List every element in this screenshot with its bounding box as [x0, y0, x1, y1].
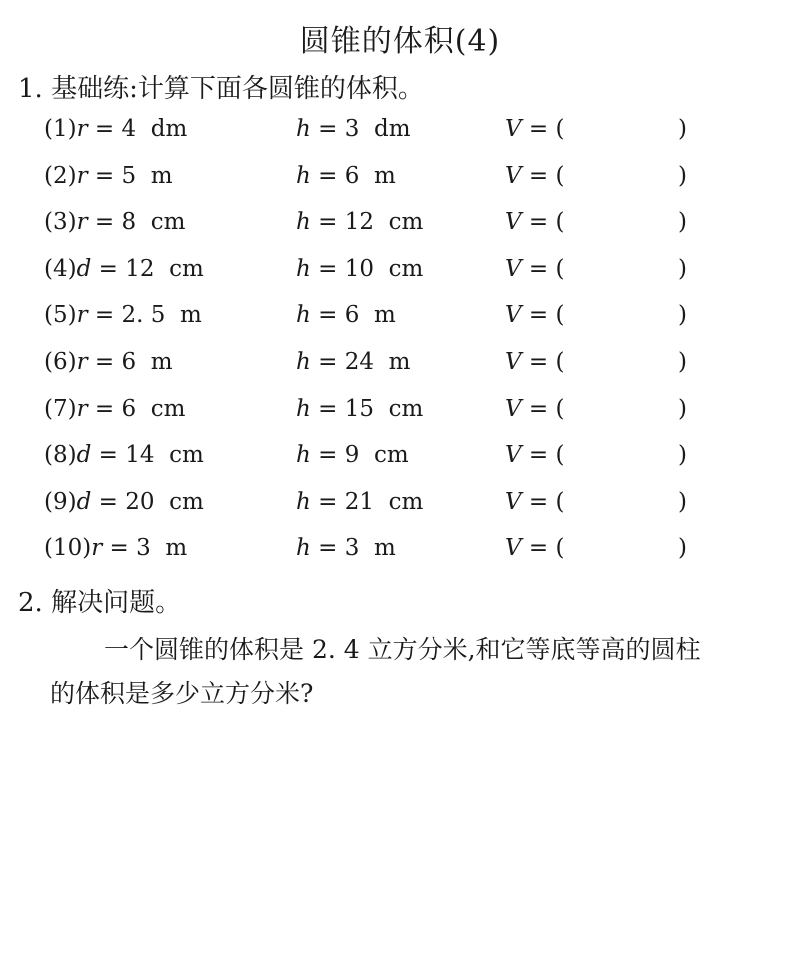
answer-close-paren: ) [678, 349, 687, 375]
volume-answer-open [505, 209, 565, 235]
row-number: (9) [44, 488, 77, 515]
volume-variable: V [505, 535, 522, 562]
calculation-row [0, 396, 800, 436]
row-number: (8) [44, 442, 77, 469]
dimension-value: = 14 cm [91, 442, 204, 469]
calculation-row [0, 349, 800, 389]
height-variable: h [296, 535, 311, 562]
row-number: (1) [44, 116, 77, 142]
answer-close-paren: ) [678, 209, 687, 236]
height-value: = 3 dm [310, 116, 411, 142]
volume-variable: V [505, 209, 522, 236]
volume-answer-open [505, 489, 565, 515]
dimension-variable: d [76, 488, 92, 515]
row-number: (2) [44, 162, 77, 189]
volume-variable: V [505, 162, 522, 189]
dimension-value: = 6 m [87, 349, 173, 375]
row-given-dimension [44, 116, 187, 142]
height-variable: h [296, 442, 311, 469]
volume-answer-open [505, 302, 565, 328]
height-value: = 24 m [310, 349, 411, 375]
volume-variable: V [505, 255, 522, 282]
volume-variable: V [505, 302, 522, 329]
height-variable: h [296, 116, 311, 142]
row-height [296, 163, 396, 189]
volume-answer-open [505, 116, 565, 142]
dimension-value: = 5 m [87, 162, 173, 189]
calculation-row [0, 209, 800, 249]
dimension-value: = 12 cm [91, 255, 204, 282]
calculation-row [0, 302, 800, 342]
height-value: = 12 cm [310, 209, 424, 236]
volume-variable: V [505, 349, 522, 375]
row-number: (7) [44, 395, 77, 422]
height-value: = 3 m [310, 535, 396, 562]
row-height [296, 442, 409, 468]
volume-variable: V [505, 395, 522, 422]
row-number: (5) [44, 302, 77, 329]
row-number: (3) [44, 209, 77, 236]
volume-answer-open [505, 349, 565, 375]
answer-open-paren: = ( [521, 395, 565, 422]
volume-answer-open [505, 256, 565, 282]
row-height [296, 209, 423, 235]
height-variable: h [296, 349, 311, 375]
volume-variable: V [505, 488, 522, 515]
row-given-dimension [44, 396, 185, 422]
answer-open-paren: = ( [521, 255, 565, 282]
row-given-dimension [44, 302, 202, 328]
calculation-row [0, 256, 800, 296]
answer-close-paren: ) [678, 442, 687, 469]
word-problem-line-1: 一个圆锥的体积是 2. 4 立方分米,和它等底等高的圆柱 [104, 635, 701, 664]
answer-open-paren: = ( [521, 209, 565, 236]
answer-open-paren: = ( [521, 116, 565, 142]
row-height [296, 535, 396, 561]
page-title: 圆锥的体积(4) [299, 24, 501, 59]
dimension-variable: r [76, 162, 88, 189]
volume-answer-open [505, 535, 565, 561]
row-given-dimension [44, 209, 185, 235]
row-given-dimension [44, 442, 204, 468]
height-variable: h [296, 395, 311, 422]
dimension-value: = 3 m [102, 535, 188, 562]
height-value: = 21 cm [310, 488, 424, 515]
volume-answer-open [505, 442, 565, 468]
dimension-value: = 8 cm [87, 209, 186, 236]
row-height [296, 302, 396, 328]
row-given-dimension [44, 349, 173, 375]
answer-close-paren: ) [678, 535, 687, 562]
dimension-variable: r [76, 209, 88, 236]
answer-close-paren: ) [678, 162, 687, 189]
height-variable: h [296, 209, 311, 236]
row-height [296, 349, 410, 375]
dimension-variable: r [76, 116, 88, 142]
row-given-dimension [44, 256, 204, 282]
answer-close-paren: ) [678, 395, 687, 422]
height-value: = 6 m [310, 162, 396, 189]
height-variable: h [296, 162, 311, 189]
row-height [296, 489, 423, 515]
row-number: (10) [44, 535, 92, 562]
row-given-dimension [44, 489, 204, 515]
row-number: (6) [44, 349, 77, 375]
dimension-value: = 20 cm [91, 488, 204, 515]
answer-close-paren: ) [678, 302, 687, 329]
dimension-variable: r [76, 302, 88, 329]
row-height [296, 256, 423, 282]
answer-close-paren: ) [678, 116, 687, 142]
dimension-value: = 6 cm [87, 395, 186, 422]
answer-open-paren: = ( [521, 349, 565, 375]
dimension-variable: r [76, 395, 88, 422]
row-height [296, 396, 423, 422]
answer-open-paren: = ( [521, 535, 565, 562]
answer-open-paren: = ( [521, 302, 565, 329]
row-height [296, 116, 411, 142]
volume-answer-open [505, 396, 565, 422]
height-value: = 6 m [310, 302, 396, 329]
row-given-dimension [44, 535, 187, 561]
dimension-value: = 2. 5 m [87, 302, 202, 329]
dimension-variable: r [76, 349, 88, 375]
height-variable: h [296, 302, 311, 329]
calculation-row [0, 535, 800, 575]
question-1-heading: 1. 基础练:计算下面各圆锥的体积。 [18, 74, 424, 104]
volume-variable: V [505, 442, 522, 469]
answer-close-paren: ) [678, 488, 687, 515]
height-value: = 9 cm [310, 442, 409, 469]
calculation-row [0, 442, 800, 482]
answer-close-paren: ) [678, 255, 687, 282]
height-variable: h [296, 255, 311, 282]
volume-variable: V [505, 116, 522, 142]
calculation-row [0, 489, 800, 529]
answer-open-paren: = ( [521, 442, 565, 469]
row-given-dimension [44, 163, 173, 189]
answer-open-paren: = ( [521, 162, 565, 189]
dimension-value: = 4 dm [87, 116, 188, 142]
word-problem-line-2: 的体积是多少立方分米? [50, 679, 314, 708]
dimension-variable: d [76, 442, 92, 469]
answer-open-paren: = ( [521, 488, 565, 515]
height-value: = 10 cm [310, 255, 424, 282]
volume-answer-open [505, 163, 565, 189]
calculation-row [0, 116, 800, 156]
dimension-variable: r [91, 535, 103, 562]
height-variable: h [296, 488, 311, 515]
calculation-row [0, 163, 800, 203]
height-value: = 15 cm [310, 395, 424, 422]
dimension-variable: d [76, 255, 92, 282]
question-2-heading: 2. 解决问题。 [18, 588, 182, 618]
row-number: (4) [44, 255, 77, 282]
